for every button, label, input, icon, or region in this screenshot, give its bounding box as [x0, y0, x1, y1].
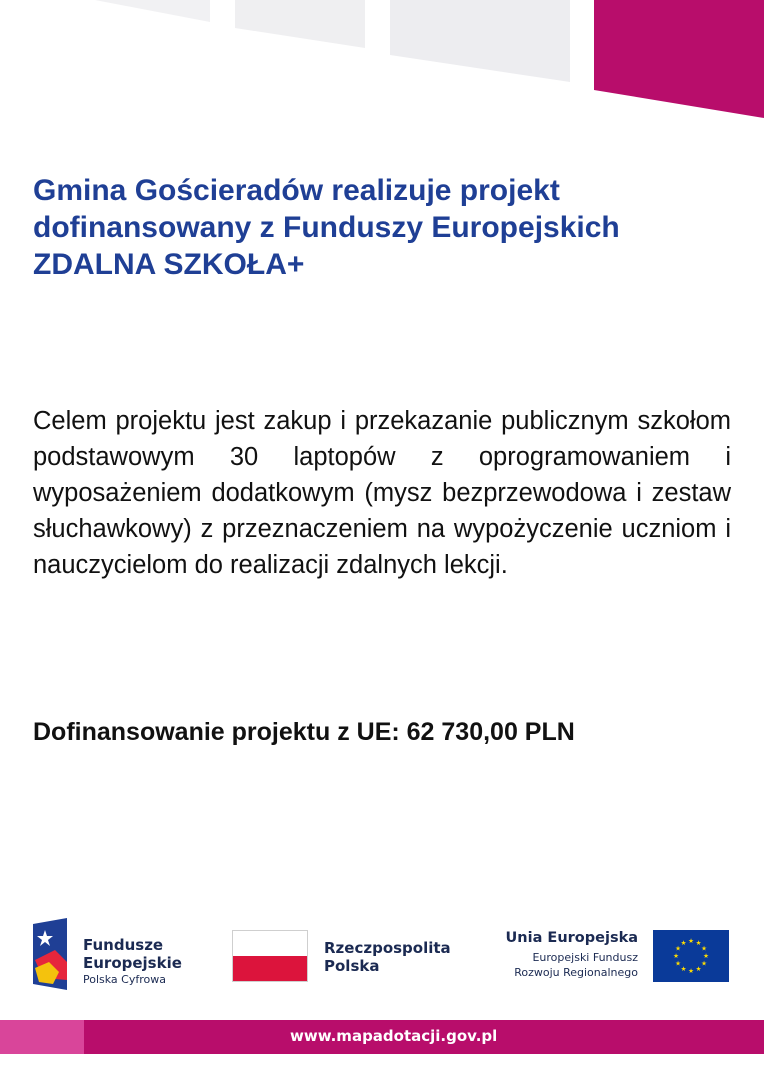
unia-subtitle-line-2: Rozwoju Regionalnego — [514, 966, 638, 979]
unia-europejska-logo — [490, 926, 735, 986]
eu-star-icon: ★ — [680, 965, 687, 974]
unia-subtitle — [514, 950, 638, 980]
eu-star-icon: ★ — [688, 937, 694, 946]
rzeczpospolita-polska-logo — [230, 928, 470, 984]
eu-flag-icon — [653, 930, 729, 982]
eu-star-icon: ★ — [673, 952, 679, 961]
eu-star-icon: ★ — [695, 965, 702, 974]
fundusze-europejskie-icon — [33, 918, 73, 990]
rzeczpospolita-line-2: Polska — [324, 957, 380, 975]
eu-star-icon: ★ — [675, 959, 681, 968]
top-decoration — [0, 0, 764, 130]
fundusze-subtitle: Polska Cyfrowa — [83, 973, 166, 986]
polish-flag-icon — [232, 930, 308, 982]
eu-star-icon: ★ — [701, 959, 707, 968]
decor-band-1 — [95, 0, 210, 22]
unia-title: Unia Europejska — [505, 930, 638, 946]
title-line-3: ZDALNA SZKOŁA+ — [33, 248, 305, 281]
eu-star-icon: ★ — [701, 944, 707, 953]
decor-band-3 — [390, 0, 570, 82]
funding-amount: Dofinansowanie projektu z UE: 62 730,00 PLN — [33, 718, 575, 746]
eu-star-icon: ★ — [703, 952, 709, 961]
logo-strip — [0, 912, 764, 1002]
rzeczpospolita-name — [324, 939, 451, 975]
footer-website-link[interactable]: www.mapadotacji.gov.pl — [290, 1027, 498, 1045]
page-title — [33, 172, 733, 283]
fundusze-title-line-1: Fundusze — [83, 936, 164, 954]
fundusze-title-line-2: Europejskie — [83, 954, 182, 972]
eu-star-icon: ★ — [695, 939, 702, 948]
footer-accent — [0, 1020, 84, 1054]
eu-star-icon: ★ — [680, 939, 687, 948]
rzeczpospolita-line-1: Rzeczpospolita — [324, 939, 451, 957]
unia-subtitle-line-1: Europejski Fundusz — [532, 951, 638, 964]
title-line-2: dofinansowany z Funduszy Europejskich — [33, 211, 620, 244]
eu-star-icon: ★ — [688, 967, 694, 976]
project-description: Celem projektu jest zakup i przekazanie publicznym szkołom podstawowym 30 laptopów z oprogramowaniem i wyposażeniem dodatkowym (mysz bezprzewodowa i zestaw słuchawkowy) z przeznaczeniem na wypożyczenie uczniom i nauczycielom do realizacji zdalnych lekcji. — [33, 407, 731, 579]
title-line-1: Gmina Gościeradów realizuje projekt — [33, 174, 560, 207]
fundusze-title — [83, 936, 182, 972]
eu-star-icon: ★ — [675, 944, 681, 953]
fundusze-europejskie-logo — [33, 918, 193, 990]
decor-band-magenta — [594, 0, 764, 118]
decor-band-2 — [235, 0, 365, 48]
footer-bar — [0, 1020, 764, 1054]
